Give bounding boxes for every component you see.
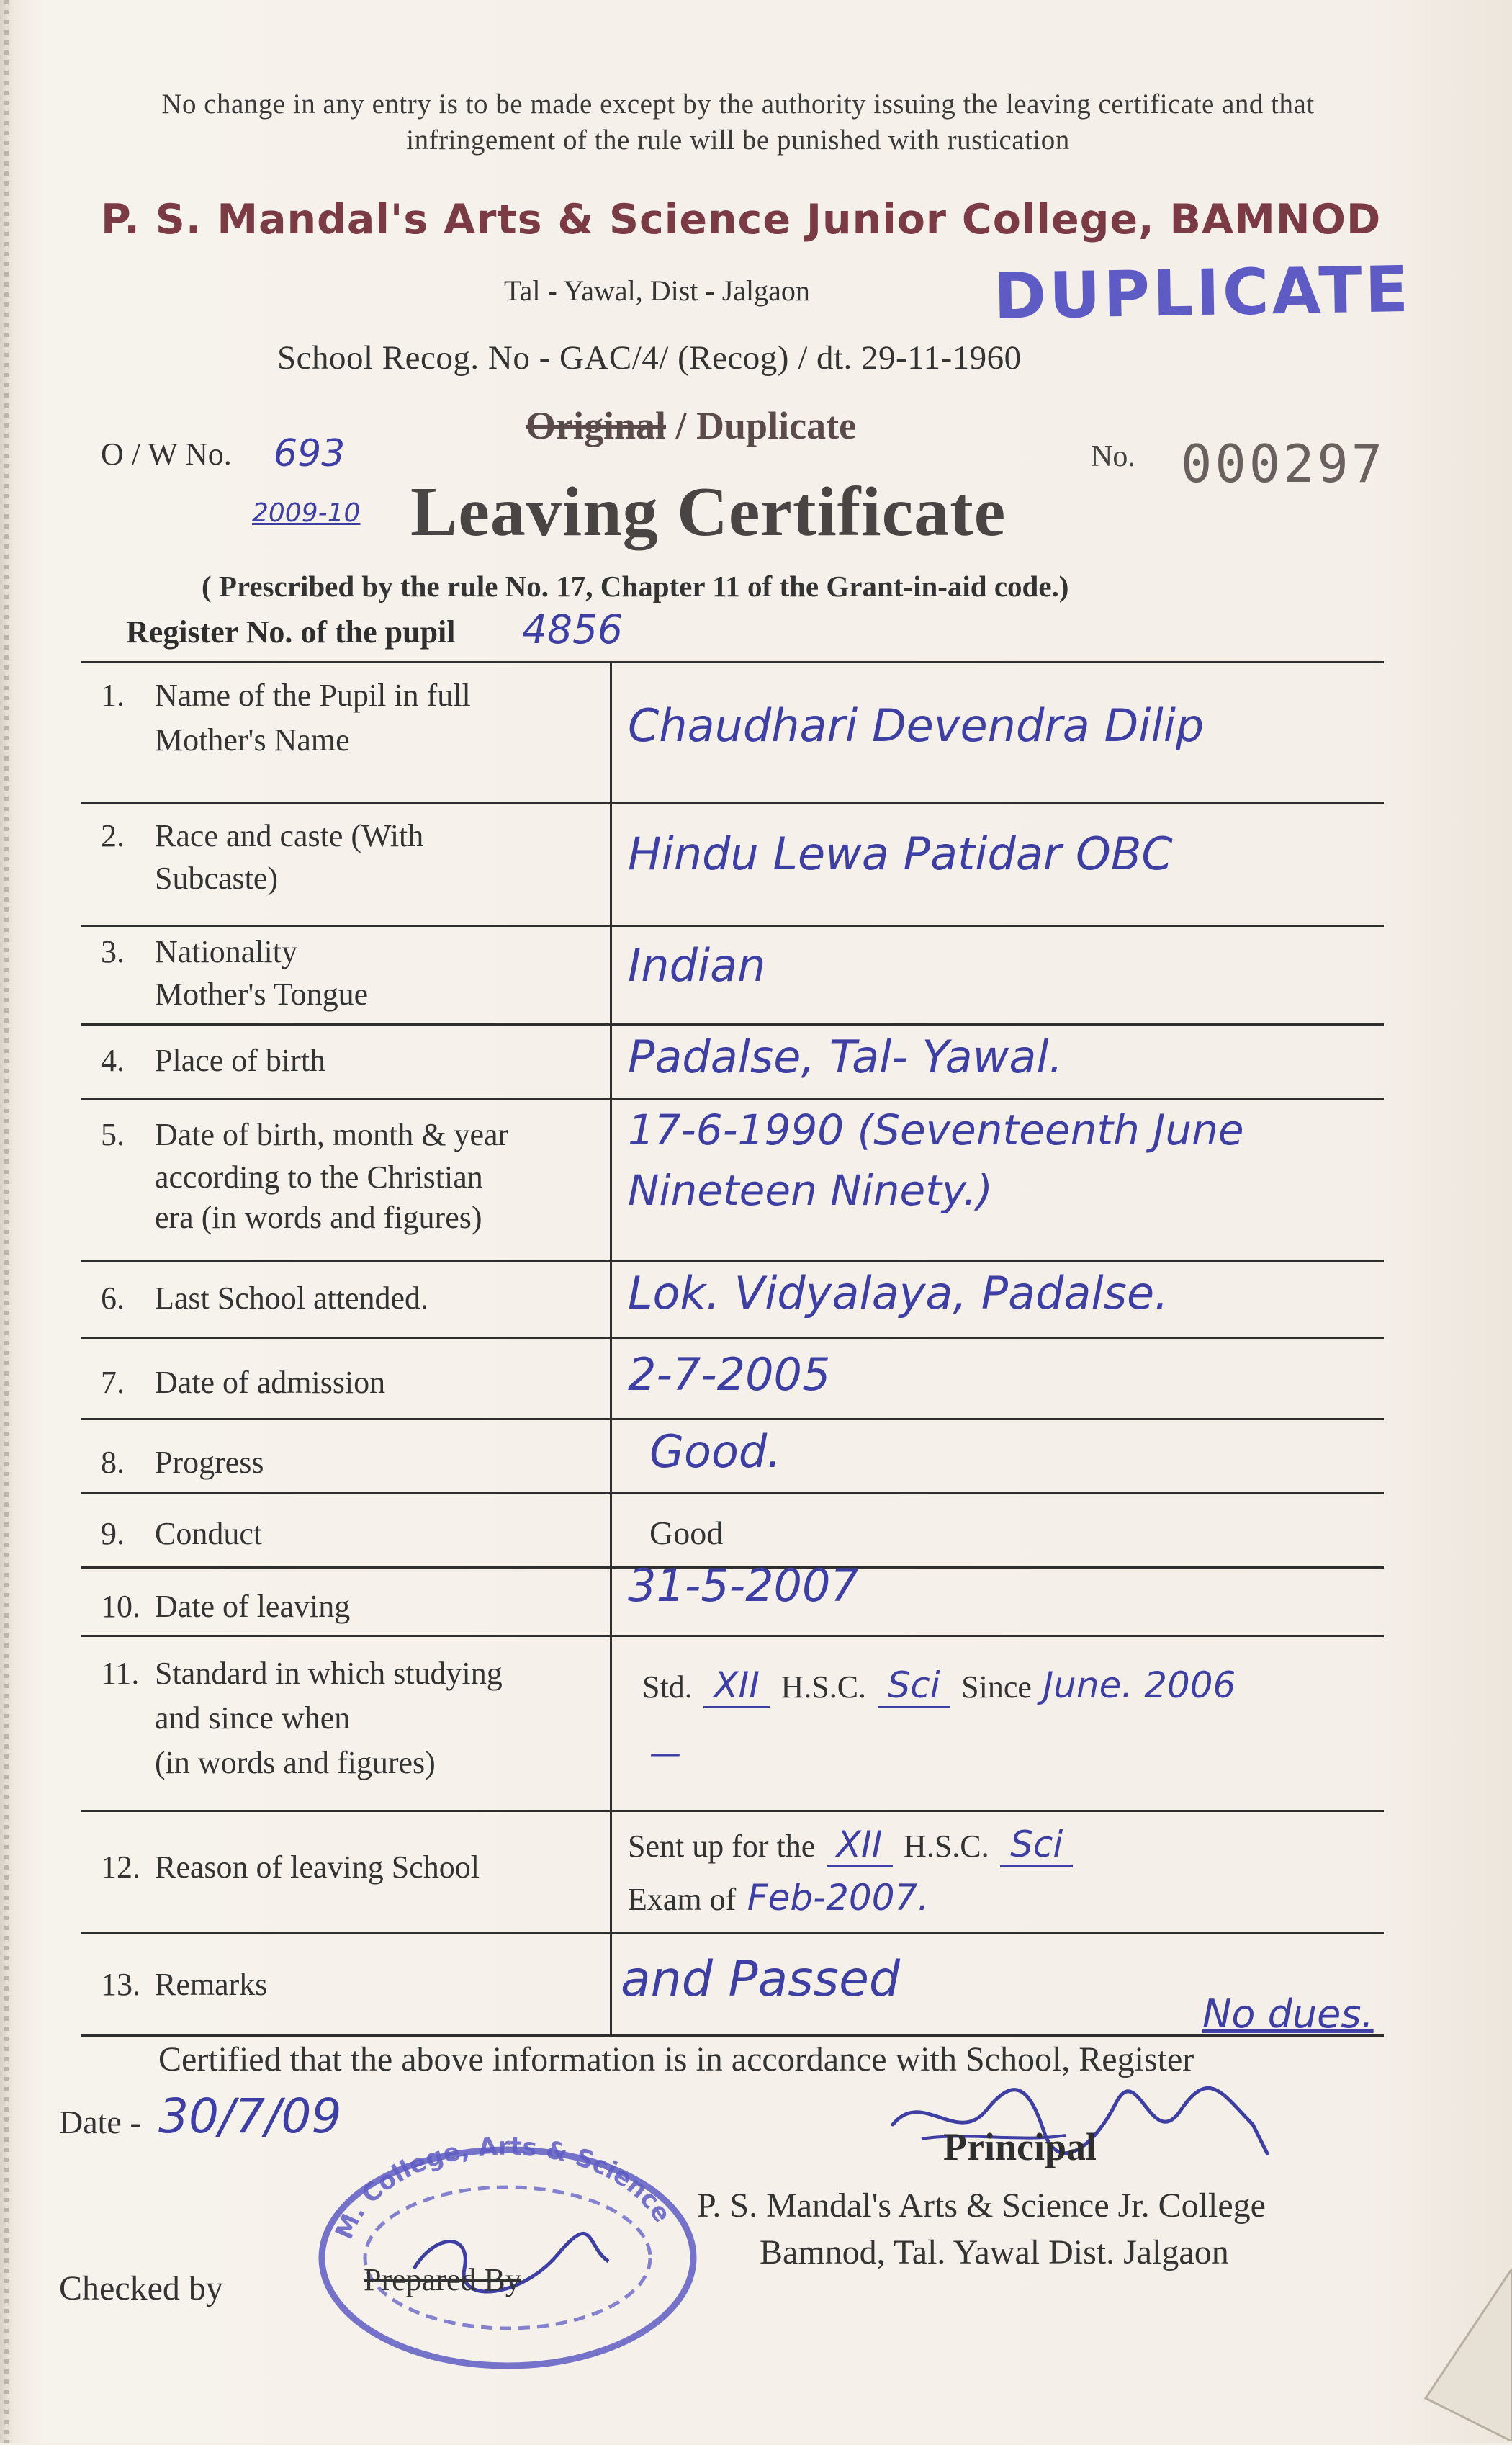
date-of-admission: 2-7-2005 — [628, 1348, 831, 1401]
duplicate-stamp: DUPLICATE — [993, 251, 1412, 334]
register-label: Register No. of the pupil — [126, 614, 456, 650]
row-label: 6. Last School attended. — [101, 1280, 429, 1316]
row-label: 4. Place of birth — [101, 1043, 326, 1078]
college-round-stamp — [306, 2132, 709, 2380]
standard-dash: — — [649, 1735, 681, 1772]
row-label: 13. Remarks — [101, 1967, 268, 2002]
column-divider — [610, 1420, 612, 1492]
principal-college: P. S. Mandal's Arts & Science Jr. College — [697, 2186, 1266, 2225]
conduct: Good — [649, 1515, 724, 1551]
perforated-edge — [4, 0, 9, 2443]
copy-type — [526, 403, 856, 448]
ow-no-year: 2009-10 — [252, 498, 361, 528]
remarks: and Passed — [621, 1951, 901, 2008]
column-divider — [610, 1339, 612, 1418]
folded-corner — [1411, 2269, 1512, 2445]
column-divider — [610, 1812, 612, 1932]
column-divider — [610, 1569, 612, 1635]
row-label: 8. Progress — [101, 1445, 264, 1480]
row-label: 7. Date of admission — [101, 1365, 386, 1400]
table-row — [81, 1337, 1384, 1418]
nationality: Indian — [628, 939, 766, 992]
certification-text: Certified that the above information is in accordance with School, Register — [158, 2040, 1194, 2078]
row-label: 11. Standard in which studying and since when (in words and figures) — [101, 1656, 503, 1780]
row-label: 9. Conduct — [101, 1516, 263, 1551]
ow-no-label: O / W No. — [101, 436, 232, 472]
table-row — [81, 1635, 1384, 1810]
row-label: 5. Date of birth, month & year according to the Christian era (in words and figures) — [101, 1117, 509, 1235]
column-divider — [610, 1262, 612, 1337]
college-name: P. S. Mandal's Arts & Science Junior College, BAMNOD — [101, 196, 1382, 243]
date-value: 30/7/09 — [158, 2089, 342, 2144]
stamp-text: M. College, Arts & Science — [330, 2132, 677, 2244]
column-divider — [610, 1934, 612, 2034]
column-divider — [610, 663, 612, 802]
row-label: 1. Name of the Pupil in full Mother's Name — [101, 678, 471, 758]
last-school: Lok. Vidyalaya, Padalse. — [628, 1267, 1169, 1319]
column-divider — [610, 1026, 612, 1098]
prepared-by-label: Prepared By — [364, 2262, 521, 2297]
college-location: Tal - Yawal, Dist - Jalgaon — [504, 274, 810, 307]
column-divider — [610, 1494, 612, 1566]
table-row — [81, 1559, 1384, 1635]
place-of-birth: Padalse, Tal- Yawal. — [628, 1031, 1063, 1083]
table-row — [81, 802, 1384, 925]
table-row — [81, 1098, 1384, 1260]
table-row — [81, 1932, 1384, 2037]
table-row — [81, 1260, 1384, 1337]
date-of-leaving: 31-5-2007 — [628, 1559, 859, 1612]
original-struck: Original — [526, 404, 667, 447]
checked-by-label: Checked by — [59, 2269, 223, 2307]
certificate-title: Leaving Certificate — [410, 473, 1007, 551]
notice-text: No change in any entry is to be made except by the authority issuing the leaving certificate and that infringement of the rule will be punished with rustication — [161, 89, 1315, 156]
race-caste: Hindu Lewa Patidar OBC — [628, 827, 1173, 880]
principal-address: Bamnod, Tal. Yawal Dist. Jalgaon — [760, 2233, 1229, 2271]
register-number: 4856 — [522, 606, 623, 652]
standard-studying: Std. XII H.S.C. Sci Since June. 2006 — [642, 1653, 1391, 1718]
column-divider — [610, 1100, 612, 1260]
prescribed-rule: ( Prescribed by the rule No. 17, Chapter 11 of the Grant-in-aid code.) — [202, 570, 1069, 603]
table-row — [81, 1810, 1384, 1932]
reason-leaving: Sent up for the XII H.S.C. Sci Exam of Feb-2007. — [628, 1818, 1377, 1924]
serial-number: 000297 — [1181, 434, 1386, 494]
row-label: 3. Nationality Mother's Tongue — [101, 934, 369, 1012]
principal-title: Principal — [943, 2125, 1097, 2168]
table-row — [81, 1418, 1384, 1492]
row-label: 12. Reason of leaving School — [101, 1849, 480, 1885]
column-divider — [610, 927, 612, 1023]
no-dues-note: No dues. — [1202, 1991, 1374, 2037]
copy-separator: / — [666, 404, 697, 447]
column-divider — [610, 1637, 612, 1810]
duplicate-label: Duplicate — [696, 404, 857, 447]
details-table — [81, 661, 1384, 2037]
progress: Good. — [649, 1425, 781, 1478]
pupil-name: Chaudhari Devendra Dilip — [628, 699, 1205, 752]
column-divider — [610, 804, 612, 925]
serial-label: No. — [1091, 440, 1135, 473]
row-label: 2. Race and caste (With Subcaste) — [101, 818, 424, 896]
ow-no-value: 693 — [274, 432, 346, 475]
date-label: Date - — [59, 2104, 141, 2140]
table-row — [81, 1023, 1384, 1098]
table-row — [81, 925, 1384, 1023]
table-row — [81, 661, 1384, 802]
row-label: 10. Date of leaving — [101, 1589, 351, 1624]
school-recognition: School Recog. No - GAC/4/ (Recog) / dt. 29-11-1960 — [277, 339, 1022, 377]
date-of-birth: 17-6-1990 (Seventeenth June Nineteen Ninety.) — [628, 1105, 1244, 1215]
